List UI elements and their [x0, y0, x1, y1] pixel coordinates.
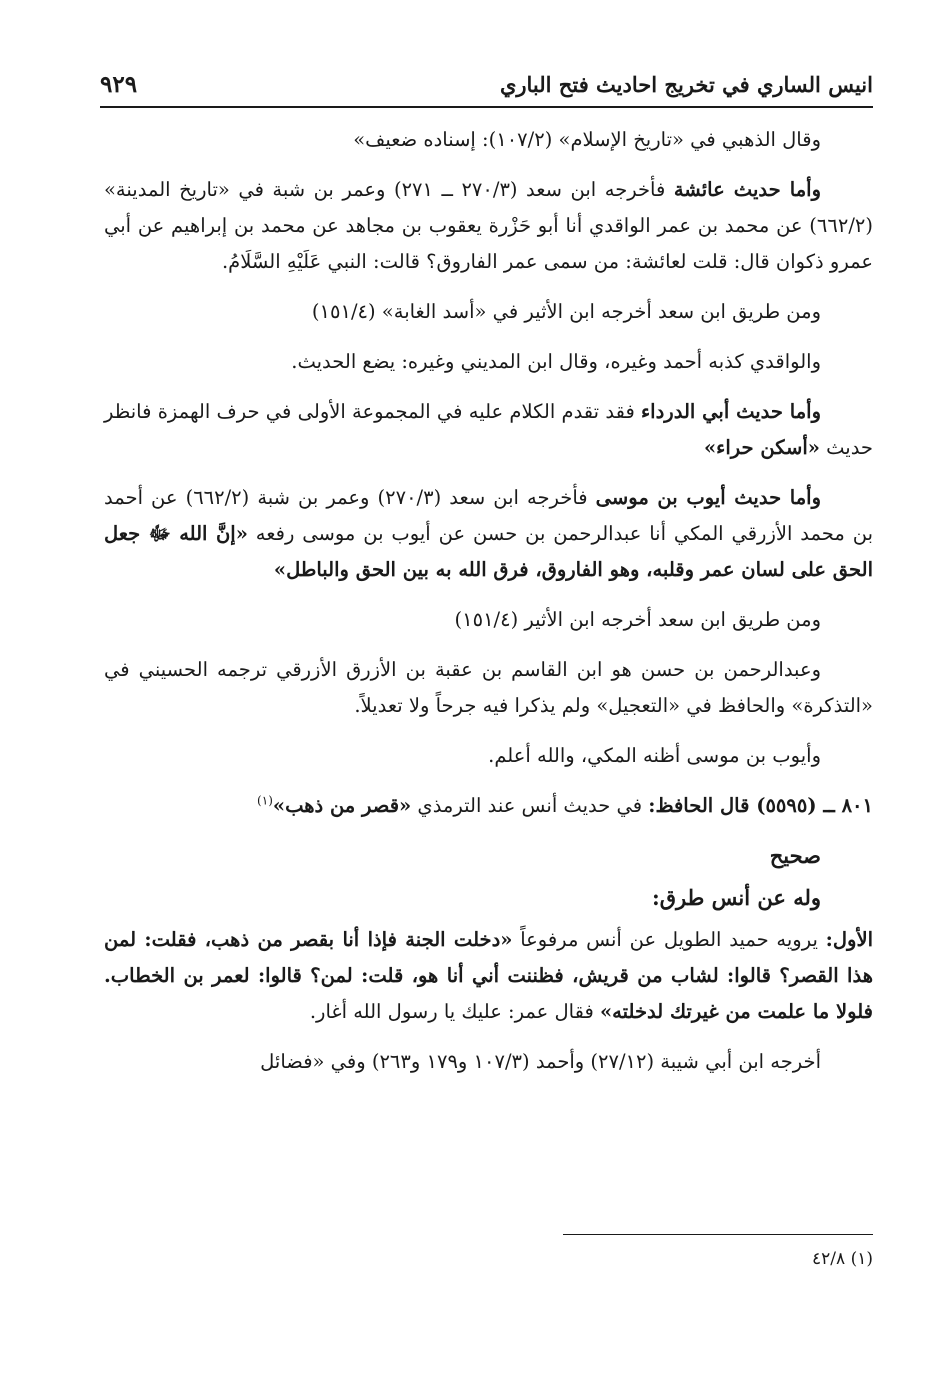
book-title: انيس الساري في تخريج احاديث فتح الباري — [499, 71, 873, 97]
routes-heading: وله عن أنس طرق: — [651, 885, 821, 910]
footnote-marker[interactable]: (١) — [257, 793, 273, 808]
hadith-entry-801: ٨٠١ ــ (٥٥٩٥) قال الحافظ: في حديث أنس عند الترمذي «قصر من ذهب»$^{(١)}$ — [257, 793, 873, 817]
paragraph-first-route: الأول: يرويه حميد الطويل عن أنس مرفوعاً «دخلت الجنة فإذا أنا بقصر من ذهب، فقلت: لمن هذا القصر؟ قالوا: لشاب من قريش، فظننت أني أنا هو، قلت: لمن؟ قالوا: لعمر بن الخطاب. فلولا ما علمت من غيرتك لدخلته» فقال عمر: عليك يا رسول الله أغار. — [104, 928, 873, 1023]
section-heading-abu-darda: وأما حديث أبي الدرداء — [641, 400, 821, 423]
paragraph-ibn-athir-2: ومن طريق ابن سعد أخرجه ابن الأثير (١٥١/٤) — [454, 608, 821, 631]
page-body — [104, 122, 873, 1094]
section-heading-aisha: وأما حديث عائشة — [673, 178, 821, 201]
footnote: (١) ٤٢/٨ — [812, 1249, 873, 1269]
paragraph-dhahabi: وقال الذهبي في «تاريخ الإسلام» (١٠٧/٢): إسناده ضعيف» — [353, 128, 821, 151]
paragraph-ayyub: وأما حديث أيوب بن موسى فأخرجه ابن سعد (٢٧٠/٣) وعمر بن شبة (٦٦٢/٢) عن أحمد بن محمد الأزرقي المكي أنا عبدالرحمن بن حسن عن أيوب بن موسى رفعه «إنَّ الله ﷻ جعل الحق على لسان عمر وقلبه، وهو الفاروق، فرق الله به بين الحق والباطل» — [104, 486, 873, 581]
grading-heading: صحيح — [769, 843, 821, 868]
footnote-divider — [563, 1234, 873, 1235]
paragraph-ayyub-makki: وأيوب بن موسى أظنه المكي، والله أعلم. — [488, 744, 821, 767]
hadith-text: «دخلت الجنة فإذا أنا بقصر من ذهب، فقلت: لمن هذا القصر؟ قالوا: لشاب من قريش، فظننت أني أنا هو، قلت: لمن؟ قالوا: لعمر بن الخطاب. فلولا ما علمت من غيرتك لدخلته» — [104, 928, 873, 1023]
paragraph-waqidi: والواقدي كذبه أحمد وغيره، وقال ابن المديني وغيره: يضع الحديث. — [291, 350, 821, 373]
paragraph-aisha: وأما حديث عائشة فأخرجه ابن سعد (٢٧٠/٣ ــ ٢٧١) وعمر بن شبة في «تاريخ المدينة» (٦٦٢/٢) عن محمد بن عمر الواقدي أنا أبو حَزْرة يعقوب بن مجاهد عن محمد بن إبراهيم عن أبي عمرو ذكوان قال: قلت لعائشة: من سمى عمر الفاروق؟ قالت: النبي عَلَيْهِ السَّلَامُ. — [104, 178, 873, 273]
paragraph-abu-darda: وأما حديث أبي الدرداء فقد تقدم الكلام عليه في المجموعة الأولى في حرف الهمزة فانظر حديث «أسكن حراء» — [104, 400, 873, 459]
paragraph-ibn-abi-shayba: أخرجه ابن أبي شيبة (٢٧/١٢) وأحمد (١٠٧/٣ و١٧٩ و٢٦٣) وفي «فضائل — [260, 1050, 821, 1073]
page-number: ٩٢٩ — [100, 70, 138, 98]
paragraph-ibn-athir-1: ومن طريق ابن سعد أخرجه ابن الأثير في «أسد الغابة» (١٥١/٤) — [311, 300, 821, 323]
running-header — [100, 62, 873, 108]
paragraph-abdulrahman: وعبدالرحمن بن حسن هو ابن القاسم بن عقبة بن الأزرق الأزرقي ترجمه الحسيني في «التذكرة» والحافظ في «التعجيل» ولم يذكرا فيه جرحاً ولا تعديلاً. — [104, 658, 873, 717]
section-heading-ayyub: وأما حديث أيوب بن موسى — [595, 486, 821, 509]
hadith-text: «إنَّ الله ﷻ جعل الحق على لسان عمر وقلبه، وهو الفاروق، فرق الله به بين الحق والباطل» — [104, 522, 873, 581]
